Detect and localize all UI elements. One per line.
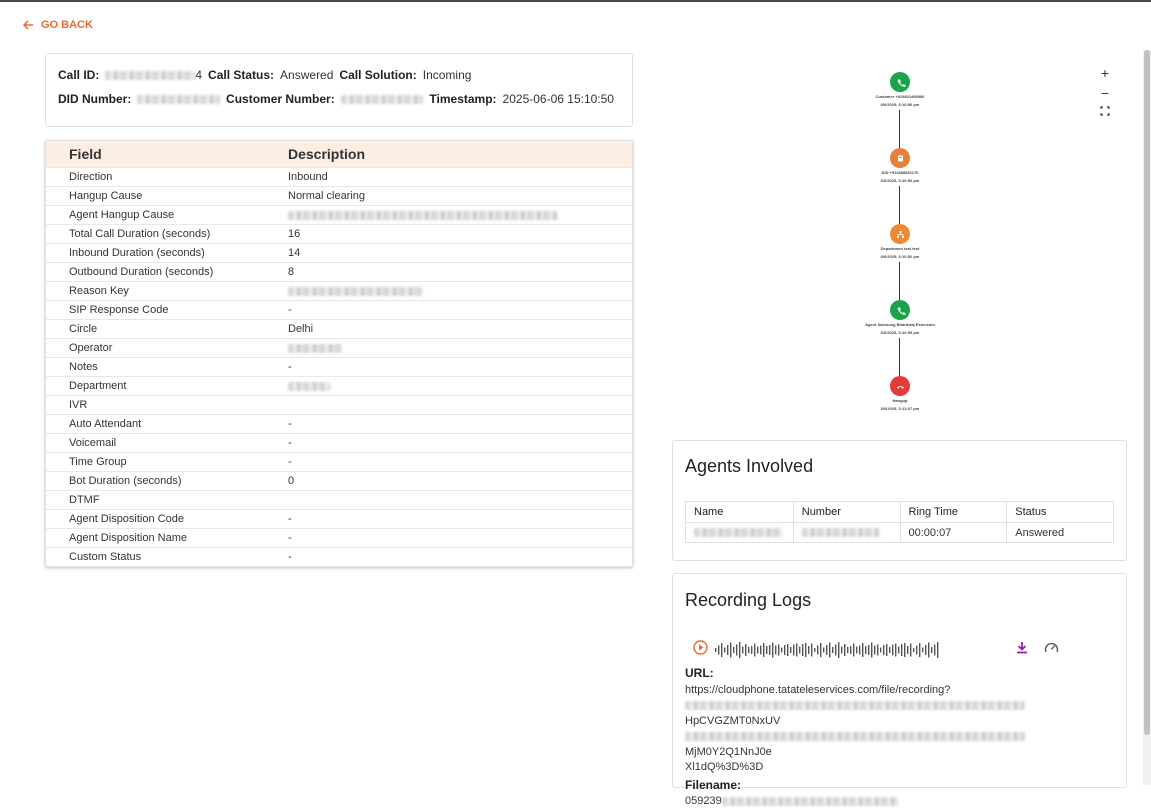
table-row [686,522,1113,542]
call-solution-label: Call Solution: [339,68,417,82]
waveform-bar [805,643,806,657]
waveform-bar [901,644,902,656]
table-row [46,262,632,281]
table-row [46,300,632,319]
url-label: URL: [685,666,714,680]
redacted-value [288,211,558,220]
call-info-row-1 [58,67,620,83]
field-value-cell: - [288,418,292,430]
waveform-bar [877,645,878,656]
waveform-bar [841,647,842,654]
field-value-cell: Delhi [288,323,314,335]
waveform-bar [916,646,917,655]
waveform-bar [886,644,887,656]
zoom-in-button[interactable]: + [1100,65,1110,81]
waveform-bar [751,646,752,654]
field-value-cell: - [288,551,292,563]
url-redacted-2 [685,732,1025,741]
agent-status-cell: Answered [1006,523,1113,543]
phone-icon [896,306,905,315]
table-row [46,395,632,414]
field-header: Field [69,146,102,162]
agent-ring-time-cell: 00:00:07 [900,523,1007,543]
field-name-cell: Notes [69,361,98,373]
filename-label: Filename: [685,777,742,792]
description-header: Description [288,146,366,162]
field-name-cell: Circle [69,323,98,335]
waveform-bar [724,648,725,653]
flow-node-2[interactable] [890,148,910,168]
table-row [46,528,632,547]
agents-table [685,501,1114,543]
waveform-bar [838,642,839,658]
flow-node-label [840,93,960,109]
agent-name-redacted [694,528,782,537]
waveform-bar [907,646,908,654]
phone-icon [896,78,905,87]
fit-view-button[interactable] [1100,106,1110,121]
call-solution-value: Incoming [422,68,472,82]
flow-node-time: 6/6/2025, 3:10:50 pm [880,178,920,183]
table-row [46,243,632,262]
table-row [46,547,632,566]
recording-filename [685,794,1117,810]
recording-logs-card [672,573,1127,807]
waveform-bar [802,644,803,656]
did-number-redacted [137,95,220,104]
call-flow-diagram[interactable] [840,60,960,430]
flow-node-time: 6/6/2025, 3:10:59 pm [880,330,920,335]
field-name-cell: Time Group [69,456,127,468]
agents-col-ring-time: Ring Time [900,502,1007,522]
flow-connector [899,186,900,224]
waveform-bar [835,645,836,656]
agent-number-cell [793,523,900,543]
waveform-bar [730,643,731,658]
flow-connector [899,262,900,300]
waveform-bar [856,647,857,654]
table-row [46,414,632,433]
zoom-out-button[interactable]: − [1100,85,1110,101]
scrollbar-thumb[interactable] [1144,50,1150,735]
field-value-cell: 16 [288,228,301,240]
field-value-cell: - [288,361,292,373]
recording-url-line-4[interactable]: Xl1dQ%3D%3D [685,761,764,773]
flow-node-title: DID +914068851170 [881,170,919,175]
waveform-bar [865,646,866,654]
waveform-bar [853,644,854,657]
filename-redacted [722,797,898,806]
waveform-bar [790,647,791,653]
field-name-cell: Operator [69,342,113,354]
speedometer-icon [1044,641,1059,654]
field-name-cell: Agent Disposition Code [69,513,184,525]
waveform-bar [781,648,782,653]
waveform-bar [796,644,797,657]
waveform-bar [727,645,728,655]
recording-url-line-1[interactable]: https://cloudphone.tatateleservices.com/file/recording? [685,683,951,696]
waveform-bar [883,645,884,655]
customer-number-label: Customer Number: [226,92,335,106]
waveform-bar [937,642,938,658]
flow-node-title: Department test test [880,246,920,251]
waveform-bar [772,643,773,658]
flow-node-5[interactable] [890,376,910,396]
table-row [46,509,632,528]
field-value-cell: - [288,456,292,468]
field-name-cell: DTMF [69,494,100,506]
field-name-cell: Outbound Duration (seconds) [69,266,214,278]
customer-number-redacted [341,95,424,104]
table-row [46,224,632,243]
recording-url-line-3[interactable] [685,729,1117,760]
waveform-bar [832,647,833,653]
table-row [46,186,632,205]
field-value-cell: - [288,304,292,316]
table-row [46,452,632,471]
field-value-cell [288,342,632,354]
fullscreen-icon [1100,106,1110,116]
waveform-bar [874,646,875,655]
flow-node-label [840,321,960,337]
field-value-cell: - [288,437,292,449]
call-id-label: Call ID: [58,68,100,82]
call-id-redacted [105,71,195,80]
field-name-cell: Total Call Duration (seconds) [69,228,211,240]
table-row [46,490,632,509]
field-value-cell: 8 [288,266,295,278]
waveform-bar [715,648,716,652]
download-icon [1016,641,1028,654]
waveform-bar [847,647,848,653]
table-row [46,281,632,300]
waveform-bar [925,645,926,655]
waveform-bar [742,647,743,654]
field-name-cell: Bot Duration (seconds) [69,475,182,487]
waveform-bar [862,643,863,657]
field-value-cell: 14 [288,247,301,259]
table-row [46,433,632,452]
call-status-value: Answered [280,68,334,82]
waveform-bar [814,648,815,652]
waveform-bar [892,645,893,656]
field-name-cell: Hangup Cause [69,190,143,202]
go-back-link[interactable] [22,19,93,31]
agents-involved-card [672,440,1127,561]
waveform-bar [871,643,872,658]
waveform-bar [721,643,722,657]
agents-col-name: Name [694,506,724,518]
waveform-bar [718,646,719,655]
flow-connector [899,110,900,148]
field-value-cell: - [288,513,292,525]
field-name-cell: Voicemail [69,437,117,449]
waveform-bar [928,643,929,658]
field-name-cell: Auto Attendant [69,418,142,430]
waveform-bar [754,644,755,657]
flow-node-3[interactable] [890,224,910,244]
table-row [46,319,632,338]
recording-details [685,666,1117,810]
waveform-bar [868,645,869,655]
field-value-cell: - [288,532,292,544]
waveform-bar [904,643,905,657]
waveform-bar [859,646,860,655]
waveform-bar [757,647,758,654]
waveform-bar [895,644,896,657]
agents-col-number: Number [793,502,900,522]
flow-node-title: Hangup [892,398,908,403]
did-number-label: DID Number: [58,92,132,106]
waveform-bar [913,648,914,652]
flow-node-label [840,397,960,413]
play-icon [693,640,708,655]
field-name-cell: Custom Status [69,551,142,563]
recording-logs-title: Recording Logs [685,590,812,610]
field-name-cell: IVR [69,399,88,411]
filename-head: 059239 [685,795,722,807]
waveform-bar [736,645,737,656]
waveform-bar [763,643,764,657]
waveform-bar [910,644,911,657]
diagram-zoom-controls [1097,66,1113,121]
agents-table-header [686,502,1113,522]
waveform-bar [931,647,932,653]
redacted-value [288,344,342,353]
hangup-icon [896,382,905,391]
flow-node-time: 6/6/2025, 3:10:52 pm [880,254,920,259]
timestamp-value: 2025-06-06 15:10:50 [502,92,614,106]
field-name-cell: Agent Hangup Cause [69,209,175,221]
flow-node-label [840,169,960,185]
waveform-bar [880,648,881,653]
call-id-tail: 4 [195,68,203,82]
play-button[interactable] [693,640,708,655]
field-value-cell: Normal clearing [288,190,366,202]
call-info-row-2 [58,91,620,107]
table-row [46,471,632,490]
waveform-bar [934,645,935,656]
agents-col-status: Status [1006,502,1113,522]
waveform-bar [784,645,785,655]
waveform-bar [793,645,794,656]
waveform-bar [748,647,749,653]
waveform-bar [820,643,821,657]
flow-node-time: 6/6/2025, 3:11:07 pm [880,406,920,411]
redacted-value [288,287,423,296]
call-info-card [45,53,633,127]
field-value-cell [288,285,632,297]
url-line-3-tail: MjM0Y2Q1NnJ0e [685,745,772,758]
timestamp-label: Timestamp: [429,92,497,106]
audio-waveform[interactable] [715,642,939,658]
waveform-bar [817,646,818,655]
waveform-bar [745,644,746,656]
waveform-bar [733,647,734,653]
waveform-bar [787,644,788,656]
table-header [46,141,632,167]
waveform-bar [826,645,827,655]
redacted-value [288,382,330,391]
waveform-bar [760,646,761,655]
waveform-bar [829,643,830,658]
did-icon [896,154,905,163]
waveform-bar [811,644,812,657]
field-name-cell: Inbound Duration (seconds) [69,247,205,259]
waveform-bar [850,646,851,654]
waveform-bar [898,647,899,654]
field-value-cell [288,209,632,221]
waveform-bar [766,646,767,654]
field-name-cell: Agent Disposition Name [69,532,188,544]
table-row [46,167,632,186]
call-status-label: Call Status: [208,68,275,82]
waveform-bar [844,644,845,656]
flow-node-title: Customer +919821498966 [875,94,925,99]
waveform-bar [799,647,800,654]
flow-node-time: 6/6/2025, 3:10:50 pm [880,102,920,107]
field-name-cell: Direction [69,171,113,183]
waveform-bar [775,646,776,655]
waveform-bar [922,648,923,653]
field-value-cell: 0 [288,475,295,487]
waveform-bar [919,643,920,657]
waveform-bar [823,648,824,653]
flow-node-4[interactable] [890,300,910,320]
field-name-cell: Reason Key [69,285,129,297]
table-row [46,205,632,224]
agents-involved-title: Agents Involved [685,456,814,476]
recording-url-line-2[interactable] [685,698,1117,729]
waveform-bar [808,646,809,654]
agent-number-redacted [802,528,880,537]
table-row [46,338,632,357]
go-back-label: GO BACK [41,19,93,31]
flow-node-1[interactable] [890,72,910,92]
field-name-cell: SIP Response Code [69,304,169,316]
department-icon [896,230,905,239]
url-redacted-1 [685,701,1025,710]
waveform-bar [889,647,890,653]
waveform-bar [769,645,770,655]
field-value-cell: Inbound [288,171,328,183]
flow-connector [899,338,900,376]
field-name-cell: Department [69,380,127,392]
url-line-2-tail: HpCVGZMT0NxUV [685,714,781,727]
agent-name-cell [686,523,793,543]
flow-node-title: Agent Samsung Bhardwaj Extension [865,322,935,327]
download-button[interactable] [1016,641,1028,659]
table-row [46,376,632,395]
window-top-border [0,0,1151,2]
field-value-cell [288,380,632,392]
call-details-table [45,140,633,567]
arrow-left-icon [22,19,34,31]
flow-node-label [840,245,960,261]
waveform-bar [778,645,779,656]
table-row [46,357,632,376]
playback-speed-button[interactable] [1044,641,1059,659]
waveform-bar [739,642,740,658]
